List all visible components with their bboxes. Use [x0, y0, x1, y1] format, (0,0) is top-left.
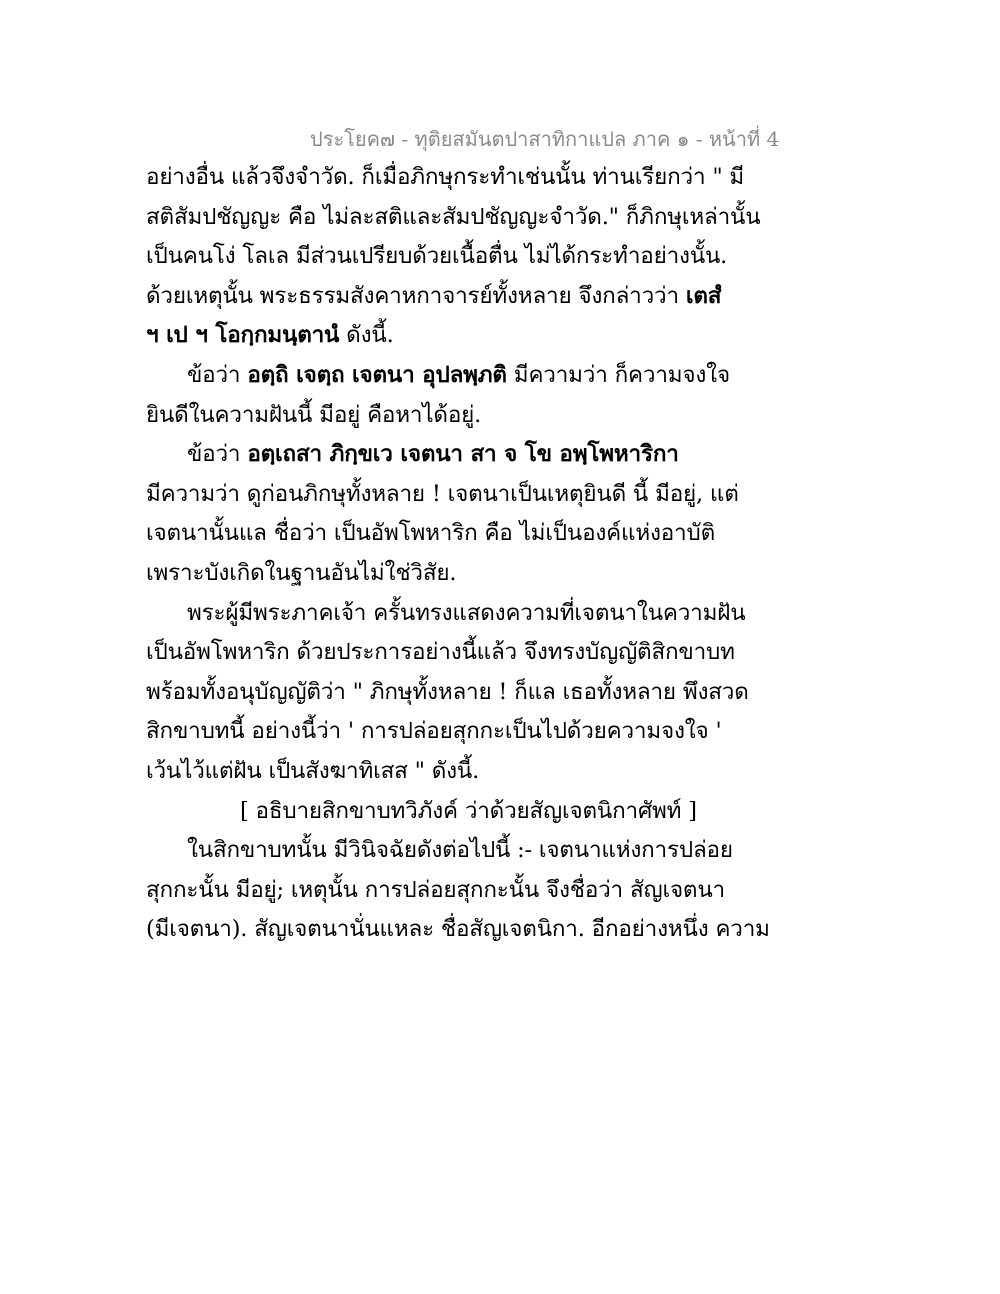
text-line: [146, 673, 749, 711]
text-segment: เว้นไว้แต่ฝัน เป็นสังฆาทิเสส " ดังนี้.: [146, 758, 480, 784]
text-line: [187, 594, 746, 632]
pali-term: อตฺถิ เจตฺถ เจตนา อุปลพฺภติ: [247, 362, 507, 388]
text-segment: เป็นอัพโพหาริก ด้วยประการอย่างนี้แล้ว จึงทรงบัญญัติสิกขาบท: [146, 639, 735, 666]
text-line: [146, 554, 686, 592]
text-segment: สุกกะนั้น มีอยู่; เหตุนั้น การปล่อยสุกกะนั้น จึงชื่อว่า สัญเจตนา: [146, 876, 725, 903]
text-line: [146, 871, 725, 909]
text-line: [146, 396, 686, 434]
pali-term: อตฺเถสา ภิกฺขเว เจตนา สา จ โข อพฺโพหาริกา: [247, 441, 679, 468]
text-line: [187, 435, 687, 473]
pali-term: ฯ เป ฯ โอกฺกมนฺตานํ: [146, 322, 340, 349]
text-line: [146, 752, 686, 790]
text-segment: พระผู้มีพระภาคเจ้า ครั้นทรงแสดงความที่เจตนาในความฝัน: [187, 599, 746, 626]
text-line: [146, 277, 722, 315]
text-segment: ยินดีในความฝันนี้ มีอยู่ คือหาได้อยู่.: [146, 401, 482, 428]
text-line: [146, 514, 715, 552]
text-segment: ในสิกขาบทนั้น มีวินิจฉัยดังต่อไปนี้ :- เจตนาแห่งการปล่อย: [187, 837, 733, 864]
text-segment: อย่างอื่น แล้วจึงจำวัด. ก็เมื่อภิกษุกระทำเช่นนั้น ท่านเรียกว่า " มี: [146, 164, 745, 190]
pali-term: เตสํ: [685, 282, 722, 309]
page-header: ประโยค๗ - ทุติยสมันตปาสาทิกาแปล ภาค ๑ - หน้าที่ 4: [310, 127, 780, 151]
text-segment: สติสัมปชัญญะ คือ ไม่ละสติและสัมปชัญญะจำวัด." ก็ภิกษุเหล่านั้น: [146, 203, 761, 230]
text-segment: เพราะบังเกิดในฐานอันไม่ใช่วิสัย.: [146, 560, 457, 586]
text-segment: สิกขาบทนี้ อย่างนี้ว่า ' การปล่อยสุกกะเป็นไปด้วยความจงใจ ': [146, 718, 722, 745]
text-line: [146, 712, 722, 750]
text-line: [187, 831, 733, 869]
text-segment: มีความว่า ก็ความจงใจ: [506, 362, 730, 388]
text-segment: ข้อว่า: [187, 362, 248, 388]
text-segment: พร้อมทั้งอนุบัญญัติว่า " ภิกษุทั้งหลาย ! ก็แล เธอทั้งหลาย พึงสวด: [146, 678, 749, 705]
text-segment: เจตนานั้นแล ชื่อว่า เป็นอัพโพหาริก คือ ไม่เป็นองค์แห่งอาบัติ: [146, 520, 715, 547]
text-line: [146, 475, 739, 513]
text-segment: ข้อว่า: [187, 441, 248, 468]
text-segment: [ อธิบายสิกขาบทวิภังค์ ว่าด้วยสัญเจตนิกาศัพท์ ]: [240, 797, 697, 824]
text-segment: ด้วยเหตุนั้น พระธรรมสังคาหกาจารย์ทั้งหลาย จึงกล่าวว่า: [146, 282, 686, 309]
text-line: [146, 316, 686, 354]
text-line: [146, 910, 770, 948]
text-line: [187, 356, 730, 394]
text-line: [146, 158, 745, 196]
section-heading: [240, 792, 697, 830]
text-line: [146, 198, 761, 236]
text-line: [146, 237, 728, 275]
text-segment: มีความว่า ดูก่อนภิกษุทั้งหลาย ! เจตนาเป็นเหตุยินดี นี้ มีอยู่, แต่: [146, 480, 739, 507]
text-segment: (มีเจตนา). สัญเจตนานั่นแหละ ชื่อสัญเจตนิกา. อีกอย่างหนึ่ง ความ: [146, 916, 770, 943]
text-segment: ดังนี้.: [339, 322, 394, 349]
text-line: [146, 633, 735, 671]
text-segment: เป็นคนโง่ โลเล มีส่วนเปรียบด้วยเนื้อตื่น ไม่ได้กระทำอย่างนั้น.: [146, 243, 728, 270]
